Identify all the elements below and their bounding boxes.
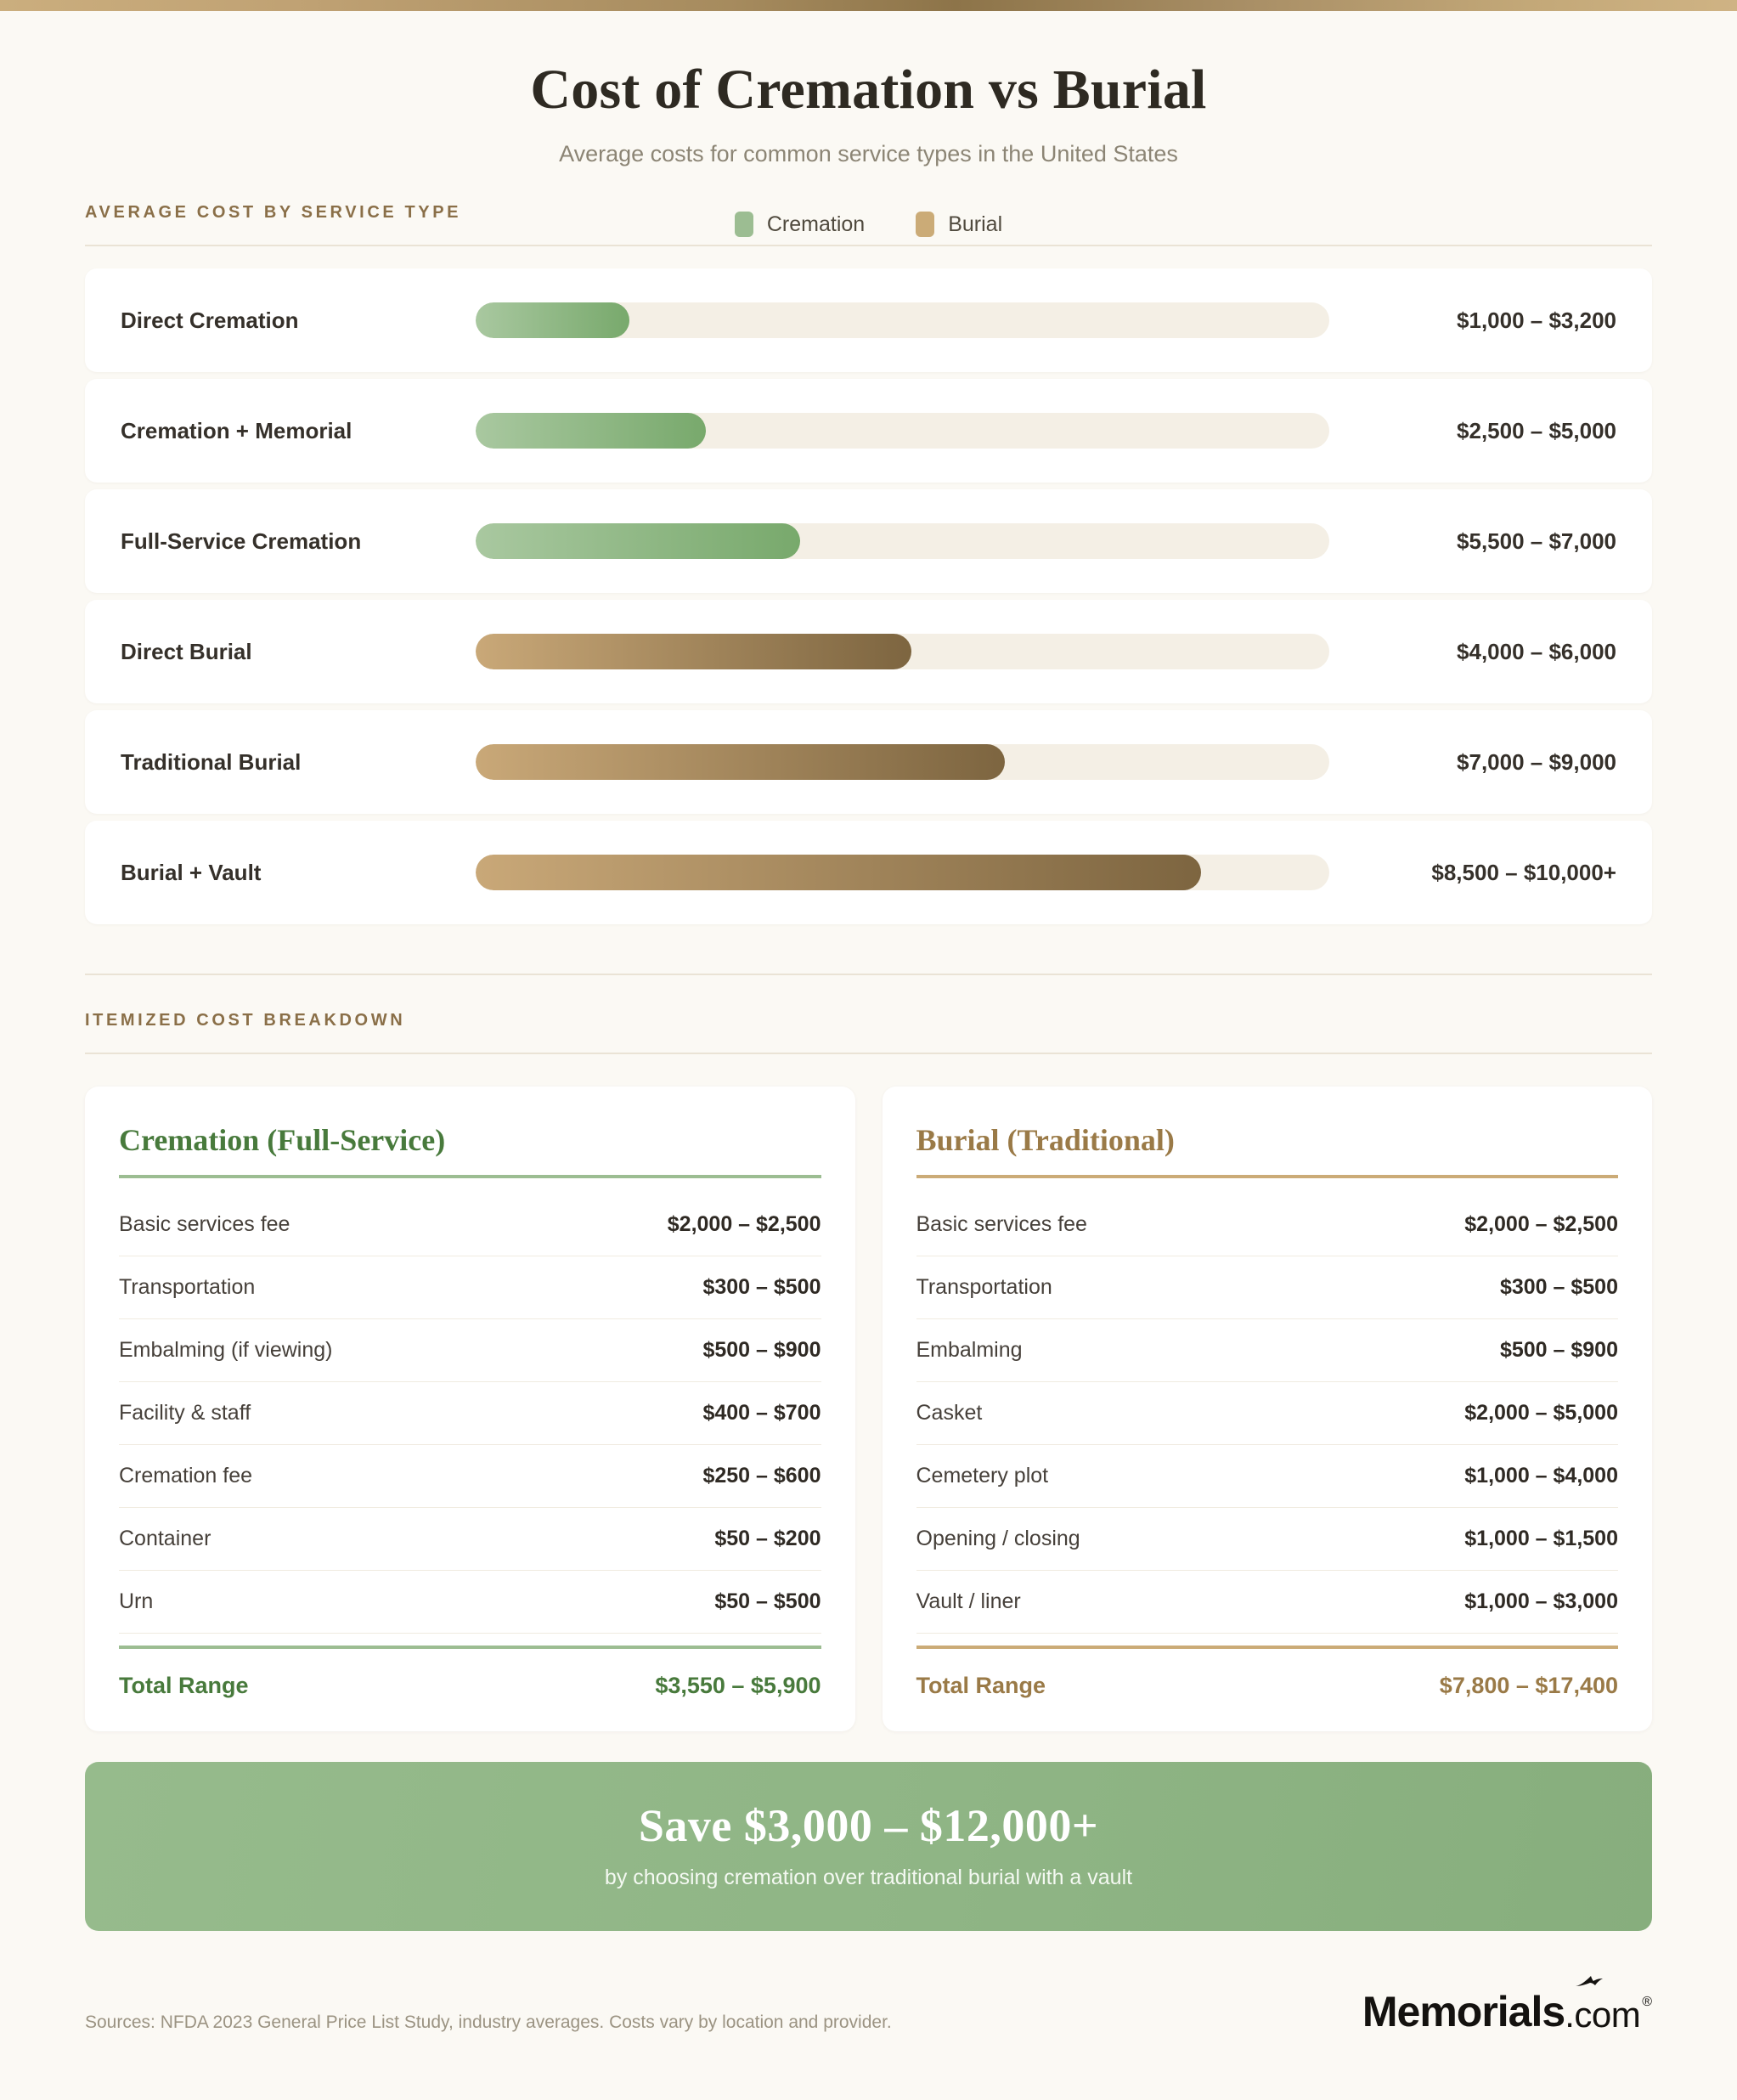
total-label: Total Range [916,1673,1046,1699]
bar-label: Direct Burial [121,638,252,664]
cost-item-row [119,1508,821,1571]
bar-label: Full-Service Cremation [121,528,362,554]
cost-item-name: Urn [119,1589,154,1614]
section-divider-middle [85,974,1652,975]
bar-fill-cremation [476,302,629,338]
breakdown-card-burial [883,1087,1653,1731]
cost-item-value: $400 – $700 [702,1401,821,1425]
cost-item-name: Vault / liner [916,1589,1021,1614]
cost-item-row [119,1445,821,1508]
cost-item-row [119,1194,821,1256]
total-value: $7,800 – $17,400 [1439,1673,1618,1699]
bar-track-wrap [476,302,1329,338]
cost-item-row [916,1571,1619,1634]
page-subtitle: Average costs for common service types in the United States [559,141,1178,167]
legend-swatch-burial-icon [916,212,934,237]
bar-row [85,379,1652,483]
cost-item-value: $250 – $600 [702,1464,821,1488]
total-value: $3,550 – $5,900 [655,1673,821,1699]
cost-item-list [119,1194,821,1634]
cost-item-name: Cremation fee [119,1464,253,1488]
cost-item-value: $2,000 – $5,000 [1464,1401,1618,1425]
cost-item-row [916,1319,1619,1382]
card-total-row [119,1649,821,1699]
cost-item-value: $1,000 – $3,000 [1464,1589,1618,1614]
bar-row [85,710,1652,814]
logo-wordmark: Memorials [1362,1988,1565,2036]
section-divider-top [85,245,1652,246]
bar-row [85,489,1652,593]
cost-item-row [916,1256,1619,1319]
cost-item-row [119,1571,821,1634]
cost-item-row [916,1382,1619,1445]
legend-item-burial [916,212,1002,237]
bar-fill-burial [476,855,1201,890]
cost-item-name: Transportation [916,1275,1052,1300]
cost-item-name: Cemetery plot [916,1464,1049,1488]
cost-item-value: $1,000 – $1,500 [1464,1527,1618,1551]
cost-item-name: Opening / closing [916,1527,1080,1551]
cost-item-value: $50 – $200 [714,1527,821,1551]
page-title: Cost of Cremation vs Burial [530,59,1207,121]
section-divider-bottom [85,1053,1652,1054]
footer [85,1990,1652,2067]
bar-track-wrap [476,523,1329,559]
bar-track [476,302,1329,338]
cost-item-name: Transportation [119,1275,256,1300]
cost-item-name: Embalming [916,1338,1023,1363]
cost-item-row [119,1319,821,1382]
bar-track [476,523,1329,559]
savings-subtitle: by choosing cremation over traditional burial with a vault [604,1866,1133,1890]
legend-label-cremation: Cremation [766,212,866,236]
bar-label: Burial + Vault [121,859,262,885]
spacer [85,924,1652,974]
bar-value: $7,000 – $9,000 [1457,748,1616,775]
top-accent-bar [0,0,1737,11]
bar-row [85,821,1652,924]
bar-label: Traditional Burial [121,748,302,775]
bar-value: $4,000 – $6,000 [1457,638,1616,664]
cost-item-row [119,1256,821,1319]
bar-row [85,268,1652,372]
bar-track-wrap [476,855,1329,890]
cost-item-value: $1,000 – $4,000 [1464,1464,1618,1488]
bar-label: Direct Cremation [121,307,299,333]
bar-chart [85,268,1652,924]
sources-text: Sources: NFDA 2023 General Price List Study, industry averages. Costs vary by location and provider. [85,2012,892,2033]
cost-item-value: $2,000 – $2,500 [667,1212,821,1237]
seagull-icon [1574,1973,1613,1990]
savings-amount: Save $3,000 – $12,000+ [638,1800,1099,1852]
bar-row [85,600,1652,703]
bar-track [476,413,1329,449]
bar-fill-burial [476,634,911,669]
section-heading-average-cost: AVERAGE COST BY SERVICE TYPE [85,203,462,223]
bar-track [476,855,1329,890]
breakdown-cards [85,1087,1652,1731]
card-total-row [916,1649,1619,1699]
registered-trademark-icon: ® [1642,1995,1652,2010]
cost-item-value: $300 – $500 [1499,1275,1618,1300]
cost-item-name: Basic services fee [916,1212,1087,1237]
legend-item-cremation [735,212,865,237]
content-wrap [0,203,1737,2067]
cost-item-value: $500 – $900 [1499,1338,1618,1363]
bar-track-wrap [476,744,1329,780]
cost-item-value: $300 – $500 [702,1275,821,1300]
bar-value: $2,500 – $5,000 [1457,417,1616,443]
cost-item-name: Facility & staff [119,1401,251,1425]
cost-item-value: $50 – $500 [714,1589,821,1614]
cost-item-row [119,1382,821,1445]
breakdown-card-cremation [85,1087,855,1731]
cost-item-value: $2,000 – $2,500 [1464,1212,1618,1237]
cost-item-name: Embalming (if viewing) [119,1338,333,1363]
savings-banner [85,1762,1652,1931]
cost-item-name: Casket [916,1401,983,1425]
logo-tld: .com [1565,1995,1641,2035]
cost-item-name: Container [119,1527,211,1551]
bar-track [476,634,1329,669]
bar-label: Cremation + Memorial [121,417,352,443]
bar-track [476,744,1329,780]
card-title: Cremation (Full-Service) [119,1123,446,1158]
bar-fill-cremation [476,523,800,559]
legend-label-burial: Burial [948,212,1003,236]
brand-logo[interactable] [1362,1988,1652,2036]
legend-swatch-cremation-icon [735,212,753,237]
card-title-rule [119,1175,821,1178]
header [0,11,1737,167]
bar-value: $8,500 – $10,000+ [1431,859,1616,885]
total-label: Total Range [119,1673,249,1699]
cost-item-row [916,1194,1619,1256]
card-title: Burial (Traditional) [916,1123,1175,1158]
cost-item-row [916,1508,1619,1571]
bar-fill-cremation [476,413,706,449]
cost-item-list [916,1194,1619,1634]
bar-fill-burial [476,744,1005,780]
cost-item-name: Basic services fee [119,1212,290,1237]
cost-item-row [916,1445,1619,1508]
bar-value: $5,500 – $7,000 [1457,528,1616,554]
bar-track-wrap [476,413,1329,449]
section-heading-itemized: ITEMIZED COST BREAKDOWN [85,1011,406,1030]
card-title-rule [916,1175,1619,1178]
bar-value: $1,000 – $3,200 [1457,307,1616,333]
bar-track-wrap [476,634,1329,669]
cost-item-value: $500 – $900 [702,1338,821,1363]
